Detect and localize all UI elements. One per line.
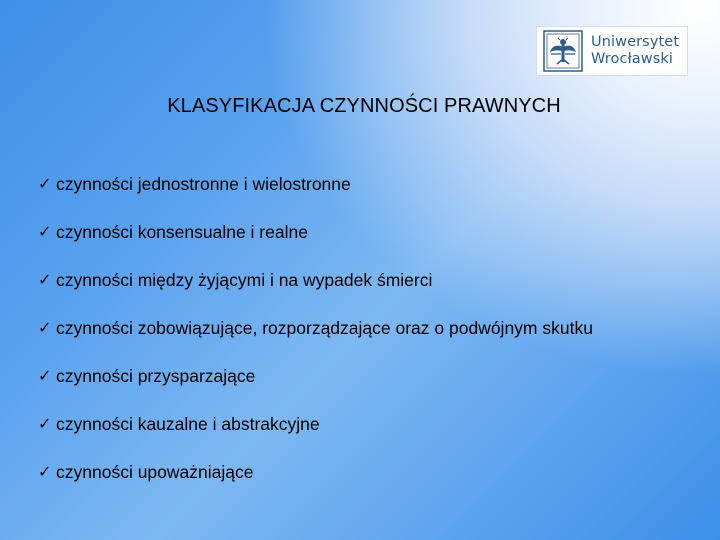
list-item	[38, 400, 593, 448]
list-item-text: czynności upoważniające	[56, 461, 254, 482]
list-item	[38, 448, 593, 496]
list-item-text: czynności kauzalne i abstrakcyjne	[56, 413, 320, 434]
list-item-text: czynności zobowiązujące, rozporządzające oraz o podwójnym skutku	[56, 317, 593, 338]
checkmark-icon: ✓	[38, 222, 52, 241]
checkmark-icon: ✓	[38, 174, 52, 193]
list-item-text: czynności między żyjącymi i na wypadek śmierci	[56, 269, 433, 290]
list-item	[38, 304, 593, 352]
slide-title: KLASYFIKACJA CZYNNOŚCI PRAWNYCH	[167, 95, 561, 117]
list-item-text: czynności konsensualne i realne	[56, 221, 308, 242]
checkmark-icon: ✓	[38, 366, 52, 385]
classification-list	[38, 160, 593, 496]
university-name-line2: Wrocławski	[591, 51, 674, 67]
university-name-line1: Uniwersytet	[591, 34, 680, 50]
list-item	[38, 256, 593, 304]
list-item-text: czynności przysparzające	[56, 365, 256, 386]
university-crest-icon	[541, 29, 585, 73]
checkmark-icon: ✓	[38, 462, 52, 481]
checkmark-icon: ✓	[38, 318, 52, 337]
list-item	[38, 160, 593, 208]
list-item	[38, 208, 593, 256]
university-name	[591, 34, 679, 68]
list-item-text: czynności jednostronne i wielostronne	[56, 173, 351, 194]
list-item	[38, 352, 593, 400]
checkmark-icon: ✓	[38, 270, 52, 289]
university-logo	[536, 26, 688, 76]
checkmark-icon: ✓	[38, 414, 52, 433]
